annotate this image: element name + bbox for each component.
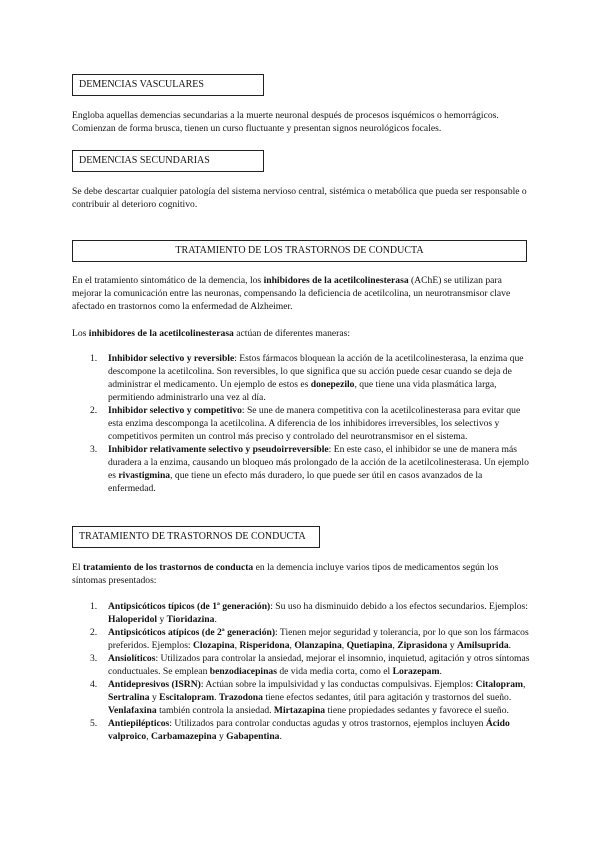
bold-term: Escitalopram (159, 692, 215, 703)
heading-text: DEMENCIAS VASCULARES (79, 79, 204, 90)
paragraph-intro-inhibidores (72, 274, 530, 313)
heading-tratamiento-trastornos (72, 240, 527, 262)
text-run: en la demencia incluye varios tipos de medicamentos según los síntomas presentados: (72, 562, 499, 586)
bold-term: Inhibidor selectivo y competitivo (108, 405, 242, 416)
heading-demencias-secundarias (72, 150, 264, 172)
bold-term: Citalopram (475, 679, 523, 690)
bold-term: Inhibidor selectivo y reversible (108, 353, 235, 364)
bold-term: Lorazepam (392, 666, 440, 677)
list-medicamentos (72, 600, 530, 743)
text-run: : Utilizados para controlar conductas agudas y otros trastornos, ejemplos incluyen (169, 718, 486, 729)
text-run: también controla la ansiedad. (156, 705, 274, 716)
bold-term: Inhibidor relativamente selectivo y pseudoirreversible (108, 444, 329, 455)
text-run: tiene efectos sedantes, útil para agitación y trastornos del sueño. (262, 692, 512, 703)
text-run: : Tienen mejor seguridad y tolerancia, por lo que son los fármacos preferidos. Ejemplos: (108, 627, 529, 651)
text-run: , (234, 640, 240, 651)
heading-demencias-vasculares (72, 74, 264, 96)
bold-term: tratamiento de los trastornos de conducta (82, 562, 254, 573)
text-run: y (216, 731, 227, 742)
bold-term: Ziprasidona (397, 640, 448, 651)
text-run: El (72, 562, 83, 573)
heading-tratamiento-conducta (72, 526, 320, 548)
item-number: 1. (90, 601, 98, 612)
paragraph-intro-conducta (72, 561, 530, 587)
bold-term: donepezilo (310, 379, 355, 390)
bold-term: Amilsuprida (456, 640, 509, 651)
paragraph-vasculares: Engloba aquellas demencias secundarias a la muerte neuronal después de procesos isquémicos o hemorrágicos. Comienzan de forma brusca, tienen un curso fluctuante y presentan signos neurológicos focales. (72, 110, 499, 134)
item-number: 2. (90, 405, 98, 416)
bold-term: Olanzapina (294, 640, 342, 651)
bold-term: inhibidores de la acetilcolinesterasa (263, 275, 409, 286)
text-run: de vida media corta, como el (276, 666, 393, 677)
text-run: : En este caso, el inhibidor se une de manera más duradera a la enzima, causando un bloqueo más prolongado de la acción de la acetilcolinesterasa. Un ejemplo es (108, 444, 529, 481)
text-run: , que tiene un efecto más duradero, lo que puede ser útil en casos avanzados de la enfermedad. (108, 470, 483, 494)
text-run: , (146, 731, 151, 742)
text-run: . (214, 692, 219, 703)
list-item (72, 717, 530, 743)
text-run: actúan de diferentes maneras: (233, 328, 350, 339)
bold-term: Ansiolíticos (108, 653, 156, 664)
bold-term: Antidepresivos (ISRN) (108, 679, 201, 690)
list-inhibidores (72, 352, 530, 495)
bold-term: Antipsicóticos típicos (de 1ª generación) (108, 601, 271, 612)
list-item (72, 443, 530, 495)
item-number: 2. (90, 627, 98, 638)
bold-term: Haloperidol (108, 614, 158, 625)
text-run: y (149, 692, 160, 703)
heading-text: TRATAMIENTO DE TRASTORNOS DE CONDUCTA (79, 531, 306, 542)
bold-term: Venlafaxina (108, 705, 157, 716)
bold-term: Antiepilépticos (108, 718, 170, 729)
text-run: . (279, 731, 282, 742)
text-run: . (214, 614, 217, 625)
bold-term: Clozapina (193, 640, 235, 651)
text-run: (AChE) se utilizan para mejorar la comunicación entre las neuronas, compensando la deficiencia de acetilcolina, un neurotransmisor clave afectado en trastornos como la enfermedad de Alzheimer. (72, 275, 511, 312)
bold-term: Trazodona (218, 692, 263, 703)
bold-term: Carbamazepina (151, 731, 217, 742)
text-run: : Utilizados para controlar la ansiedad, mejorar el insomnio, inquietud, agitación y otros síntomas conductuales. Se emplean (108, 653, 530, 677)
text-run: tiene propiedades sedantes y favorece el sueño. (325, 705, 509, 716)
bold-term: Quetiapina (346, 640, 393, 651)
bold-term: inhibidores de la acetilcolinesterasa (88, 328, 234, 339)
item-number: 3. (90, 653, 98, 664)
text-run: : Actúan sobre la impulsividad y las conductas compulsivas. Ejemplos: (200, 679, 476, 690)
item-number: 5. (90, 718, 98, 729)
text-run: Los (72, 328, 89, 339)
bold-term: rivastigmina (118, 470, 171, 481)
text-run: y (157, 614, 167, 625)
text-run: En el tratamiento sintomático de la demencia, los (72, 275, 264, 286)
bold-term: Gabapentina (226, 731, 280, 742)
text-run: : Estos fármacos bloquean la acción de la acetilcolinesterasa, la enzima que descompone la acetilcolina. Son reversibles, lo que significa que su acción puede cesar cuando se deja de administrar el medicamento. Un ejemplo de estos es (108, 353, 524, 390)
list-item (72, 626, 530, 652)
item-number: 3. (90, 444, 98, 455)
heading-text: DEMENCIAS SECUNDARIAS (79, 155, 210, 166)
list-item (72, 404, 530, 443)
text-run: , (523, 679, 526, 690)
list-item (72, 352, 530, 404)
text-run: y (447, 640, 457, 651)
bold-term: Sertralina (108, 692, 150, 703)
heading-text: TRATAMIENTO DE LOS TRASTORNOS DE CONDUCTA (175, 245, 424, 256)
paragraph-lead-inhibidores (72, 327, 530, 340)
bold-term: Mirtazapina (273, 705, 326, 716)
bold-term: Risperidona (239, 640, 290, 651)
bold-term: Ácido valproico (108, 718, 510, 742)
text-run: , que tiene una vida plasmática larga, permitiendo administrarlo una vez al día. (108, 379, 497, 403)
text-run: . (439, 666, 442, 677)
bold-term: Tioridazina (166, 614, 215, 625)
list-item (72, 600, 530, 626)
list-item (72, 678, 530, 717)
text-run: , (341, 640, 347, 651)
bold-term: benzodiacepinas (209, 666, 277, 677)
text-run: . (508, 640, 512, 651)
text-run: : Su uso ha disminuido debido a los efectos secundarios. Ejemplos: (270, 601, 528, 612)
bold-term: Antipsicóticos atípicos (de 2ª generación) (108, 627, 276, 638)
text-run: , (392, 640, 398, 651)
item-number: 4. (90, 679, 98, 690)
text-run: , (289, 640, 295, 651)
text-run: : Se une de manera competitiva con la acetilcolinesterasa para evitar que esta enzima descomponga la acetilcolina. A diferencia de los inhibidores irreversibles, los selectivos y competitivos permiten un control más preciso y controlado del neurotransmisor en el sistema. (108, 405, 521, 442)
item-number: 1. (90, 353, 98, 364)
list-item (72, 652, 530, 678)
paragraph-secundarias: Se debe descartar cualquier patología del sistema nervioso central, sistémica o metabólica que pueda ser responsable o contribuir al deterioro cognitivo. (72, 186, 527, 210)
